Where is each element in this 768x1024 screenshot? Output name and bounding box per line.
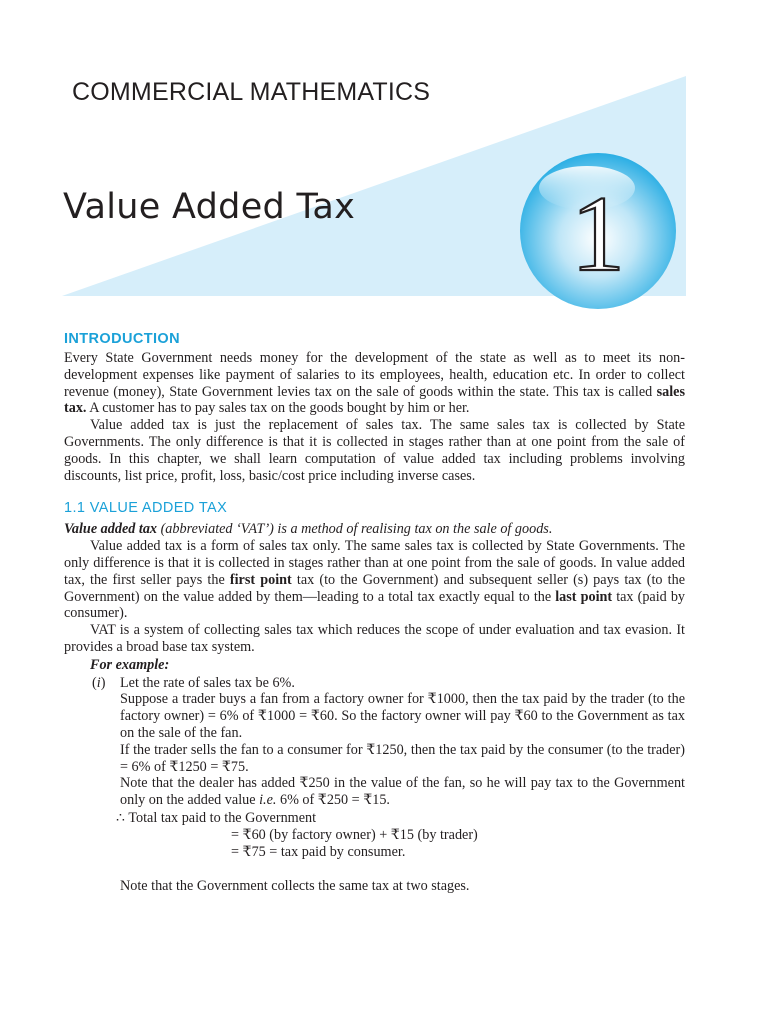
page-content: [64, 330, 685, 895]
total-tax-equation-2: = ₹75 = tax paid by consumer.: [231, 843, 406, 860]
section-title: VALUE ADDED TAX: [89, 500, 228, 517]
example-step-1: Suppose a trader buys a fan from a factory owner for ₹1000, then the tax paid by the trader (to the factory owner) = 6% of ₹1000 = ₹60. So the factory owner will pay ₹60 to the Government as tax on the sale of the fan.: [120, 691, 685, 741]
chapter-title: Value Added Tax: [63, 187, 356, 227]
chapter-number: 1: [571, 175, 625, 294]
item-text: Let the rate of sales tax be 6%.: [120, 674, 295, 691]
section-number: 1.1: [64, 500, 86, 517]
item-number: (i): [92, 674, 106, 691]
vat-paragraph-1: Value added tax is a form of sales tax only. The same sales tax is collected by State Governments. The only difference is that it is collected in stages rather than at one point from the sale of goods. In value added tax, the first seller pays the first point tax (to the Government) and subsequent seller (s) pays tax (to the Government) on the value added by them—leading to a total tax exactly equal to the last point tax (paid by consumer).: [64, 538, 686, 622]
total-tax-equation-1: = ₹60 (by factory owner) + ₹15 (by trader): [231, 826, 478, 843]
introduction-paragraph-2: Value added tax is just the replacement of sales tax. The same sales tax is collected by State Governments. The only difference is that it is collected in stages rather than at one point from the sale of goods. In this chapter, we shall learn computation of value added tax including problems involving discounts, list price, profit, loss, basic/cost price including inverse cases.: [64, 417, 685, 484]
vat-paragraph-2: VAT is a system of collecting sales tax which reduces the scope of under evaluation and tax evasion. It provides a broad base tax system.: [64, 622, 685, 655]
example-step-3: Note that the dealer has added ₹250 in the value of the fan, so he will pay tax to the Government only on the added value i.e. 6% of ₹250 = ₹15.: [120, 775, 685, 809]
example-item-i: [64, 675, 685, 692]
closing-note: Note that the Government collects the same tax at two stages.: [120, 878, 470, 895]
introduction-paragraph-1: Every State Government needs money for the development of the state as well as to meet its non-development expenses like payment of salaries to its employees, health, education etc. In order to collect revenue (money), State Government levies tax on the sale of goods within the state. This tax is called sales tax. A customer has to pay sales tax on the goods bought by him or her.: [64, 350, 685, 417]
introduction-heading: INTRODUCTION: [64, 331, 180, 347]
chapter-number-badge: [517, 150, 679, 312]
example-step-2: If the trader sells the fan to a consumer for ₹1250, then the tax paid by the consumer (to the trader) = 6% of ₹1250 = ₹75.: [120, 741, 685, 775]
example-label: For example:: [90, 656, 170, 673]
definition-term: Value added tax: [64, 521, 158, 538]
section-heading-1-1: [64, 499, 685, 517]
total-tax-statement: ∴ Total tax paid to the Government: [116, 809, 317, 826]
vat-definition: Value added tax (abbreviated ‘VAT’) is a method of realising tax on the sale of goods.: [64, 521, 553, 538]
chapter-label: COMMERCIAL MATHEMATICS: [62, 72, 480, 112]
